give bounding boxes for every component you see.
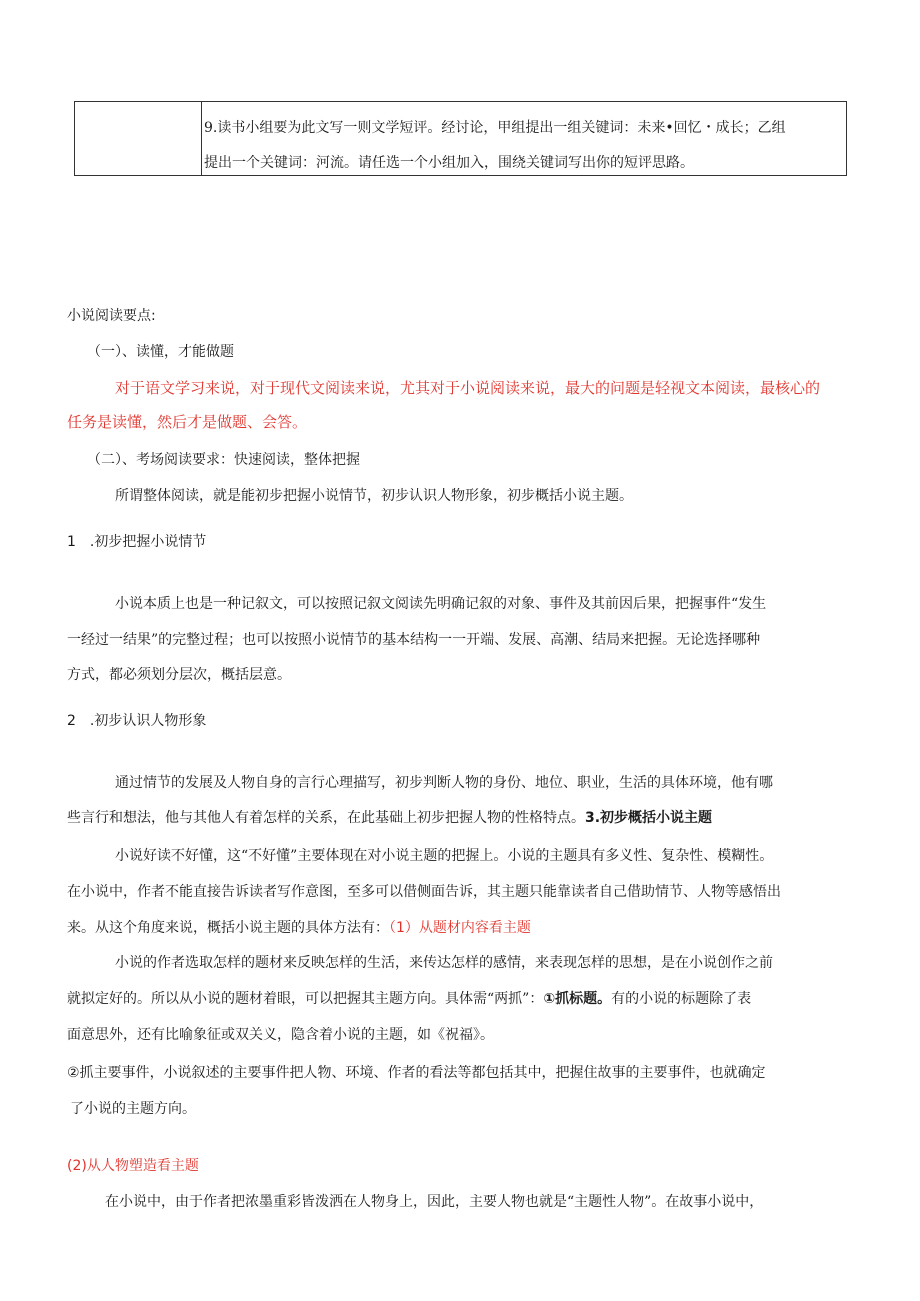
sub1-line-1: 小说的作者选取怎样的题材来反映怎样的生活，来传达怎样的感情，来表现怎样的思想，是在小说创作之前 (115, 955, 773, 971)
sub2-title: (2)从人物塑造看主题 (67, 1158, 199, 1174)
item1-number: 1 (67, 534, 76, 550)
item2-line-1: 通过情节的发展及人物自身的言行心理描写，初步判断人物的身份、地位、职业，生活的具体环境，他有哪 (115, 775, 773, 791)
item1-line-1: 小说本质上也是一种记叙文，可以按照记叙文阅读先明确记叙的对象、事件及其前因后果，把握事件“发生 (115, 596, 767, 612)
sub1-point-1: ①抓标题。 (543, 991, 612, 1007)
sub1-line-2b: 有的小说的标题除了表 (611, 991, 752, 1007)
sub1-line-4 (67, 1062, 766, 1082)
item2-line-2-text: 些言行和想法，他与其他人有着怎样的关系，在此基础上初步把握人物的性格特点。 (67, 810, 585, 826)
sub1-line-2a: 就拟定好的。所以从小说的题材着眼，可以把握其主题方向。具体需“两抓”： (67, 991, 544, 1007)
table-divider (201, 102, 202, 175)
part1-heading: （一）、读懂，才能做题 (87, 344, 234, 360)
item2-number: 2 (67, 713, 76, 729)
sub1-line-4-text: ，小说叙述的主要事件把人物、环境、作者的看法等都包括其中，把握住故事的主要事件，也就确定 (149, 1065, 766, 1081)
section-title: 小说阅读要点: (67, 308, 156, 324)
item3-heading: 3.初步概括小说主题 (585, 810, 713, 826)
item2-line-2 (67, 807, 712, 827)
sub2-line-1: 在小说中，由于作者把浓墨重彩皆泼洒在人物身上，因此，主要人物也就是“主题性人物”。在故事小说中， (105, 1194, 764, 1210)
sub1-line-5: 了小说的主题方向。 (70, 1101, 196, 1117)
item1-title: .初步把握小说情节 (89, 534, 207, 550)
question-text-line-2: 提出一个关键词：河流。请任选一个小组加入，围绕关键词写出你的短评思路。 (204, 155, 694, 171)
part2-intro: 所谓整体阅读，就是能初步把握小说情节，初步认识人物形象，初步概括小说主题。 (115, 488, 633, 504)
item3-line-3-text: 来。从这个角度来说，概括小说主题的具体方法有： (67, 920, 389, 936)
sub1-line-2 (67, 988, 751, 1008)
item3-line-3 (67, 917, 531, 937)
sub1-line-3: 面意思外，还有比喻象征或双关义，隐含着小说的主题，如《祝福》。 (67, 1027, 494, 1043)
part1-red-text-line-1: 对于语文学习来说，对于现代文阅读来说，尤其对于小说阅读来说，最大的问题是轻视文本阅读，最核心的 (115, 379, 821, 397)
sub1-title: （1）从题材内容看主题 (389, 920, 531, 936)
item3-line-1: 小说好读不好懂，这“不好懂”主要体现在对小说主题的把握上。小说的主题具有多义性、复杂性、模糊性。 (115, 848, 774, 864)
item2-title: .初步认识人物形象 (89, 713, 207, 729)
item1-heading (67, 531, 206, 551)
item3-line-2: 在小说中，作者不能直接告诉读者写作意图，至多可以借侧面告诉，其主题只能靠读者自己借助情节、人物等感悟出 (67, 884, 781, 900)
sub1-point-2: ②抓主要事件 (67, 1065, 150, 1081)
item1-line-3: 方式，都必须划分层次，概括层意。 (67, 667, 291, 683)
question-table (74, 101, 847, 176)
part1-red-text-line-2: 任务是读懂，然后才是做题、会答。 (67, 413, 308, 431)
item2-heading (67, 710, 206, 730)
question-text-line-1: 9.读书小组要为此文写一则文学短评。经讨论，甲组提出一组关键词：未来•回忆・成长；乙组 (204, 120, 786, 136)
item1-line-2: 一经过一结果”的完整过程；也可以按照小说情节的基本结构一一开端、发展、高潮、结局来把握。无论选择哪种 (67, 632, 761, 648)
part2-heading: （二）、考场阅读要求：快速阅读，整体把握 (87, 452, 360, 468)
